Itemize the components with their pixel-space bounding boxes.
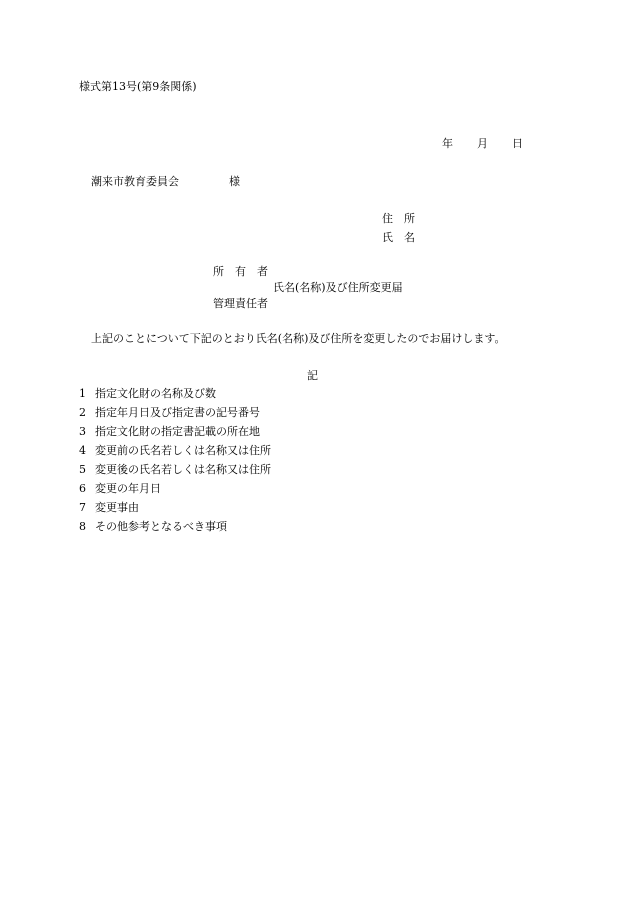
item-number: 2 (79, 406, 86, 419)
item-text: 指定文化財の名称及び数 (95, 387, 216, 400)
list-item (79, 387, 216, 401)
item-text: 変更事由 (95, 501, 139, 514)
list-item (79, 406, 260, 420)
form-number: 様式第13号(第9条関係) (79, 80, 197, 93)
item-number: 7 (79, 501, 86, 514)
ki-label: 記 (307, 369, 318, 382)
owner-label: 所 有 者 (213, 265, 268, 278)
date-year-label: 年 (442, 137, 453, 150)
list-item (79, 520, 227, 534)
item-number: 1 (79, 387, 86, 400)
list-item (79, 501, 139, 515)
item-text: 指定年月日及び指定書の記号番号 (95, 406, 260, 419)
item-number: 4 (79, 444, 86, 457)
date-day-label: 日 (512, 137, 523, 150)
list-item (79, 482, 161, 496)
list-item (79, 444, 271, 458)
body-text: 上記のことについて下記のとおり氏名(名称)及び住所を変更したのでお届けします。 (91, 332, 506, 345)
item-text: 変更後の氏名若しくは名称又は住所 (95, 463, 271, 476)
list-item (79, 463, 271, 477)
name-label: 氏 名 (382, 231, 415, 244)
addressee-honorific: 様 (229, 175, 240, 188)
addressee-name: 潮来市教育委員会 (91, 175, 179, 188)
address-label: 住 所 (382, 212, 415, 225)
item-number: 3 (79, 425, 86, 438)
item-number: 6 (79, 482, 86, 495)
item-text: 変更の年月日 (95, 482, 161, 495)
date-month-label: 月 (477, 137, 488, 150)
item-text: その他参考となるべき事項 (95, 520, 227, 533)
manager-label: 管理責任者 (213, 297, 268, 310)
item-number: 8 (79, 520, 86, 533)
item-text: 指定文化財の指定書記載の所在地 (95, 425, 260, 438)
item-text: 変更前の氏名若しくは名称又は住所 (95, 444, 271, 457)
list-item (79, 425, 260, 439)
form-title: 氏名(名称)及び住所変更届 (273, 281, 403, 294)
item-number: 5 (79, 463, 86, 476)
